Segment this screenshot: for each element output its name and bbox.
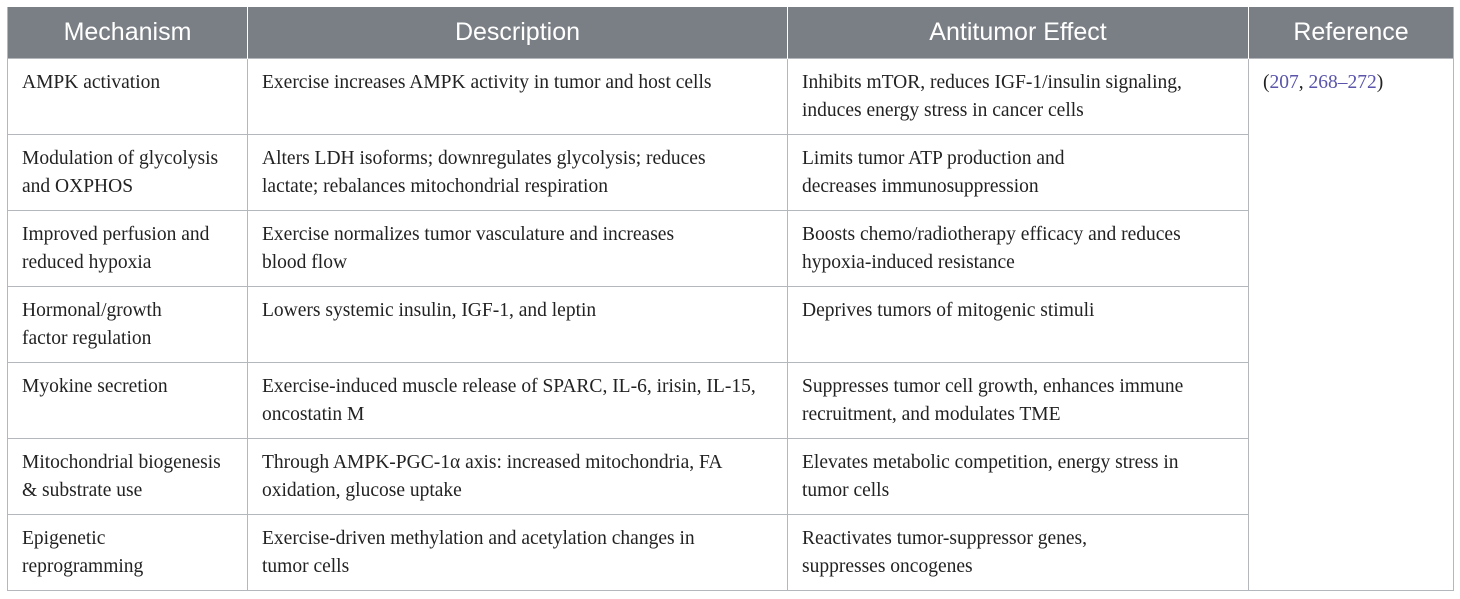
cell-text-line: Exercise-induced muscle release of SPARC, IL-6, irisin, IL-15,: [262, 376, 756, 397]
cell-text-line: Exercise increases AMPK activity in tumor and host cells: [262, 72, 712, 93]
cell-text-line: Lowers systemic insulin, IGF-1, and leptin: [262, 300, 597, 321]
reference-link-207[interactable]: 207: [1269, 72, 1299, 93]
cell-text-line: Elevates metabolic competition, energy stress in: [802, 452, 1179, 473]
antitumor-effect-cell: [788, 59, 1249, 135]
mechanism-cell: [8, 135, 248, 211]
cell-text-line: Mitochondrial biogenesis: [22, 452, 221, 473]
mechanism-cell: [8, 439, 248, 515]
table-row: [8, 363, 1454, 439]
antitumor-effect-cell: [788, 135, 1249, 211]
header-antitumor-effect: Antitumor Effect: [788, 7, 1249, 59]
mechanisms-table: [7, 7, 1454, 591]
cell-text-line: tumor cells: [262, 556, 350, 577]
cell-text-line: recruitment, and modulates TME: [802, 404, 1061, 425]
cell-text-line: Through AMPK-PGC-1α axis: increased mitochondria, FA: [262, 452, 723, 473]
header-reference: Reference: [1249, 7, 1454, 59]
cell-text-line: Boosts chemo/radiotherapy efficacy and reduces: [802, 224, 1181, 245]
cell-text-line: Inhibits mTOR, reduces IGF-1/insulin signaling,: [802, 72, 1182, 93]
mechanism-cell: [8, 363, 248, 439]
antitumor-effect-cell: [788, 439, 1249, 515]
cell-text-line: oncostatin M: [262, 404, 365, 425]
cell-text-line: factor regulation: [22, 328, 152, 349]
cell-text-line: tumor cells: [802, 480, 890, 501]
reference-paren-open: (: [1263, 72, 1270, 93]
cell-text-line: Epigenetic: [22, 528, 106, 549]
description-cell: [248, 59, 788, 135]
cell-text-line: blood flow: [262, 252, 348, 273]
antitumor-effect-cell: [788, 287, 1249, 363]
table-row: [8, 439, 1454, 515]
reference-cell: [1249, 59, 1454, 591]
cell-text-line: Suppresses tumor cell growth, enhances immune: [802, 376, 1184, 397]
description-cell: [248, 211, 788, 287]
cell-text-line: induces energy stress in cancer cells: [802, 100, 1084, 121]
cell-text-line: Improved perfusion and: [22, 224, 210, 245]
cell-text-line: Hormonal/growth: [22, 300, 162, 321]
cell-text-line: oxidation, glucose uptake: [262, 480, 462, 501]
cell-text-line: Deprives tumors of mitogenic stimuli: [802, 300, 1095, 321]
cell-text-line: lactate; rebalances mitochondrial respiration: [262, 176, 608, 197]
header-description: Description: [248, 7, 788, 59]
cell-text-line: Exercise-driven methylation and acetylation changes in: [262, 528, 695, 549]
cell-text-line: suppresses oncogenes: [802, 556, 973, 577]
cell-text-line: Alters LDH isoforms; downregulates glycolysis; reduces: [262, 148, 706, 169]
cell-text-line: and OXPHOS: [22, 176, 134, 197]
description-cell: [248, 287, 788, 363]
antitumor-effect-cell: [788, 211, 1249, 287]
description-cell: [248, 135, 788, 211]
cell-text-line: reduced hypoxia: [22, 252, 152, 273]
cell-text-line: hypoxia-induced resistance: [802, 252, 1015, 273]
table-row: [8, 287, 1454, 363]
cell-text-line: Myokine secretion: [22, 376, 168, 397]
description-cell: [248, 439, 788, 515]
antitumor-effect-cell: [788, 515, 1249, 591]
cell-text-line: AMPK activation: [22, 72, 161, 93]
cell-text-line: decreases immunosuppression: [802, 176, 1039, 197]
mechanism-cell: [8, 59, 248, 135]
description-cell: [248, 515, 788, 591]
cell-text-line: Limits tumor ATP production and: [802, 148, 1065, 169]
description-cell: [248, 363, 788, 439]
cell-text-line: Exercise normalizes tumor vasculature and increases: [262, 224, 675, 245]
header-row: [8, 7, 1454, 59]
antitumor-effect-cell: [788, 363, 1249, 439]
cell-text-line: Modulation of glycolysis: [22, 148, 219, 169]
mechanism-cell: [8, 515, 248, 591]
cell-text-line: Reactivates tumor-suppressor genes,: [802, 528, 1087, 549]
header-mechanism: Mechanism: [8, 7, 248, 59]
table-row: [8, 515, 1454, 591]
reference-link-268-272[interactable]: 268–272: [1308, 72, 1377, 93]
table-row: [8, 59, 1454, 135]
table-row: [8, 135, 1454, 211]
cell-text-line: & substrate use: [22, 480, 143, 501]
cell-text-line: reprogramming: [22, 556, 144, 577]
mechanism-cell: [8, 211, 248, 287]
reference-paren-close: ): [1376, 72, 1384, 93]
mechanism-cell: [8, 287, 248, 363]
table-row: [8, 211, 1454, 287]
reference-separator: ,: [1298, 72, 1309, 93]
